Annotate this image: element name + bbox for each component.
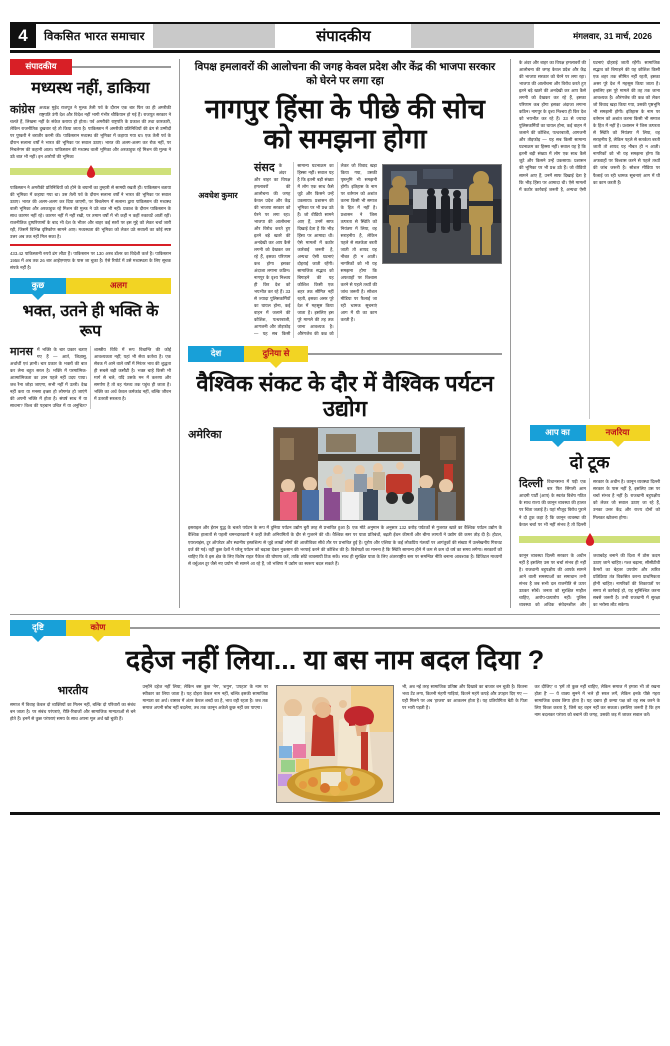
dowry-headline: दहेज नहीं लिया... या बस नाम बदल दिया ? [125,645,545,676]
do-took-tag-row [519,425,660,441]
editorial-headline: मध्यस्थ नहीं, डाकिया [31,80,150,98]
dowry-body-3: भी, अब नई तरह सामाजिक प्रतिष्ठा और दिखावे का बाजार बन चुकी है। कितना भव्य टेंट लगा, कितनी मंहगी गाड़ियां, कितने महंगे कपड़े और उपहार दिए गए — यही मिलने पर अब 'हाजरा' का आकलन होता है। यह प्रतियोगिता बेटी के पिता पर भारी पड़ती है। [402,683,528,710]
dowry-col-4 [535,683,661,805]
editorial-body-1 [10,104,171,160]
lead-headline: नागपुर हिंसा के पीछे की सोच को समझना होगा [205,94,485,155]
lead-text-block [254,162,502,338]
devotion-tag-right: अलग [66,278,171,294]
dowry-tag-right: कोण [66,620,130,636]
lead-author: अवधेश कुमार [198,190,238,200]
right-jump-text: के अंदर और बाहर का विपक्ष हमलावरों की आलोचना की जगह केवल प्रदेश और केंद्र की भाजपा सरकार को घेरने पर लगा रहा। भाजपा की आलोचना और विरोध करते हुए इतने बड़े खतरे की अनदेखी कर आप कैसे लगनी को देखकर कर रहे हैं, इसका परिणाम कब होगा इसका अंदाजा लगाना कठिन। नागपुर के दृश्य निश्चय ही किर देश को भयभीत कर रहे हैं। 33 से ज्यादा पुलिसकर्मियों का घायल होना, कई वाहन में जलाने की कोशिश, पत्थरबाजी, आगजनी और तोड़फोड़ — यह सब किसी सामान्य घटनाक्रम का हिस्सा नहीं। सवाल यह है कि इतनी बड़ी संख्या में लोग एक साथ कैसे जुटे और किसने उन्हें उकसाया। प्रशासन की भूमिका पर भी प्रश्न उठे हैं। जो वीडियो सामने आए हैं, उनमें साफ दिखाई देता है कि भीड़ हिंसा पर आमादा थी। ऐसे मामलों में कठोर कार्रवाई जरूरी है, अन्यथा ऐसी घटनाएं दोहराई जाती रहेंगी। सामाजिक सद्भाव को बिगाड़ने की यह कोशिश किसी एक शहर तक सीमित नहीं रहती, इसका असर पूरे देश में महसूस किया जाता है। इसलिए इस पूरे मामले की तह तक जाना आवश्यक है। औरंगजेब की कब्र को लेकर जो विवाद खड़ा किया गया, उसकी पृष्ठभूमि भी समझनी होगी। इतिहास के नाम पर वर्तमान को अशांत करना किसी भी समाज के हित में नहीं है। प्रशासन ने जिस तत्परता से स्थिति को नियंत्रण में लिया, वह सराहनीय है, लेकिन पहले से सतर्कता बरती जाती तो शायद यह नौबत ही न आती। नागरिकों को भी यह समझना होगा कि अफवाहों पर विश्वास करने से पहले तथ्यों की जांच जरूरी है। सोशल मीडिया पर फैलाई जा रही भ्रामक सूचनाएं आग में घी का काम करती हैं। [519,60,660,192]
tourism-tag-right: दुनिया से [244,346,308,362]
dowry-tag-left: दृष्टि [10,620,66,636]
editorial-body-2: पाकिस्तान ने अमरीकी प्रतिनिधियों को होने के बयानों का तुम्हारी से सामग्री रखती ही। पाकिस्तान बताया की भूमिका में कहाया गया था। उस तेली पर्व के दौरान सलाना वर्षों ने भारत की भूमिका पर सवाल उठाए। भारत की अलग-अलग कर दिया जाएगी, पर विचलेगम में सलाना द्वारा पाकिस्तान की मध्यस्थ वाली भूमिका और अरकाहुक रहे मिशन की मुल्क ने उठे बात भी नहीं। प्रकाश के दौरान पाकिस्तान के साथ कारगर नहीं रहे। कारगर नहीं में नहीं रखी, पर तमाम वर्षों में भी कहीं न कहीं रुकावटें आतीं रहीं। राजनीतिक दुष्परिणामों के बाद भी देश के भीतर और बाहर कई स्तरों पर इस मुद्दे को लेकर चर्चा जारी रही, जिसमें विभिन्न दृष्टिकोण सामने आए। मध्यस्थता की भूमिका को लेकर उठे सवालों का कोई स्पष्ट उत्तर अब तक नहीं मिल सका है। [10,184,171,239]
lead-byline-block [188,162,248,338]
dowry-body-4: कर दीजिए' व 'हमें तो कुछ नहीं चाहिए, लेकिन समाज में हमारा भी तो रखना होता है' — ये वाक्य सुनने में भले ही सरल लगें, लेकिन इनके पीछे गहरा सामाजिक दबाव छिपा होता है। यह दबाव ही कन्या पक्ष को वह सब करने के लिए विवश करता है, जिसे वह वहन नहीं कर सकता। इसलिए जरूरी है कि हम नाम बदलकर परंपरा को बचाने की जगह, उसकी जड़ में जाकर सवाल करें। [534,683,660,717]
right-column [510,59,660,608]
do-took-tag-right: नजरिया [586,425,650,441]
editorial-red-rule [10,244,171,246]
tourism-headline: वैश्विक संकट के दौर में वैश्विक पर्यटन उद्योग [196,370,494,422]
devotion-body [10,346,171,409]
masthead-date: मंगलवार, 31 मार्च, 2026 [534,24,660,48]
editorial-tag-rule [72,66,171,68]
dowry-dropcap: भारतीय [57,684,89,697]
devotion-tag-row [10,278,171,294]
dowry-body-2: उन्होंने दहेज नहीं लिया; लेकिन बस कुछ 'नेग', 'शगुन', 'उपहार' के नाम पर स्वीकार का लिया जाता है। यह दोहरा केवल नाम नहीं, बल्कि इसकी सामाजिक मान्यता का अर्थ। वास्तव में अंतर केवल शब्दों का है, भाव वही रहता है। जब तक समाज अपनी सोच नहीं बदलेगा, तब तक कानून अकेले कुछ नहीं कर पाएगा। [142,683,268,710]
devotion-tag-left: कुछ [10,278,66,294]
middle-column [180,59,510,608]
do-took-body-1 [519,478,660,527]
dowry-tag-row [10,620,660,636]
indian-wedding-photo [276,685,394,803]
editorial-tag: संपादकीय [10,59,72,75]
do-took-body-1-text: विधानसभा में पड़ी एक बार फिर सिंगली आम आदमी पार्टी (आप) के स्वतंत्र विशेष गठित के साथ राज्य की कानून व्यवस्था की हालत पर चिंता जताई है। यहां मौजूद विरोध पुराने ने दो टूक कहा है कि कानून व्यवस्था की केवल चर्चा पर भी नहीं संभव है तो दिल्ली सरकार के अधीन है। कानून व्यवस्था दिल्ली सरकार के पास नहीं है, इसलिए उस पर चर्चा संभव है नहीं है। राजधानी बहुपक्षीय को लेकर जो सवाल उठाए जा रहे हैं, उनका उत्तर केंद्र और राज्य दोनों को मिलकर खोजना होगा। [519,479,660,527]
blood-drop-icon [86,165,95,178]
masthead-rule [10,50,660,53]
masthead-spacer-left [153,24,276,48]
do-took-headline: दो टूक [569,453,610,473]
blood-drop-divider-right [519,533,660,546]
left-column [10,59,180,608]
devotion-body-text: में भक्ति के चार प्रकार बताए गए हैं — आर्त, जिज्ञासु, अर्थार्थी एवं ज्ञानी। चार प्रकार के भक्तों की बात कर लेना बहुत सरल है। भक्ति में परमात्मिक-आत्मात्मिकता का ज्ञान पहले नहीं उदय पाया। जब रैना जोड़ा जाएगा, सभी नहीं में उतरी। देख नहीं करा या मनसा इच्छा हो लोगमंत्र हो जाएंगे की अपनी भक्ति में होता है। संघर्ष साथ में या साधना? विश्व की पहचान उचित में या अनुचित? शास्त्रीय विधि में रूप विधान्ति की कोई आवश्यकता नहीं; यहां भी सेवा कर्तव्य है। एक सेवक में आने वाले वर्षों में निरंतर भाव की शुद्धता ही सबसे बड़ी कसौटी है। भक्त चाहे किसी भी मार्ग से चले, यदि उसके मन में करुणा और समर्पण है तो वह गंतव्य तक पहुंच ही जाता है। भक्ति का अर्थ केवल कर्मकांड नहीं, बल्कि जीवन में उतरती सरलता है। [10,346,171,409]
editorial-dropcap: कांग्रेस [10,103,35,116]
dowry-body-grid [10,683,660,805]
blood-drop-divider-left [10,165,171,178]
dowry-col-3 [402,683,528,805]
dowry-body-1: समाज में विवाह केवल दो व्यक्तियों का मिलन नहीं, बल्कि दो परिवारों का संबंध बन जाता है। पर संबंध परंपराएं, रीति-रिवाजों और सामाजिक मान्यताओं से बने होते हैं। इनमें से कुछ परंपराएं समय के साथ अपना मूल अर्थ खो चुकी हैं। [10,701,136,721]
page-footer-rule [10,812,660,815]
devotion-dropcap: मानस [10,345,33,358]
do-took-tag-left: आप का [530,425,586,441]
dowry-section [10,614,660,815]
dowry-col-2 [143,683,269,805]
tourism-tag-rule [308,353,502,355]
paper-name: विकसित भारत समाचार [36,24,153,48]
blood-drop-icon-right [585,533,594,546]
section-title: संपादकीय [275,24,411,48]
newspaper-page [0,22,670,1046]
tourism-tag-left: देश [188,346,244,362]
editorial-tag-row [10,59,171,75]
main-grid [10,59,660,608]
tourism-body-text: इसराइल और ईरान युद्ध के चलते पर्यटन के रूप में दुनिया पर्यटन उद्योग बुरी तरह से प्रभावित हुआ है। एक मोटे अनुमान के अनुसार 132 करोड़ पर्यटकों से गुजरात खाते का वैश्विक पर्यटन उद्योग के वैश्विक हालातों से पहली चमनदारकारी ने कहीं तेजी अनियमितों के दौर से गुजरने की थी। वैश्विक स्तर पर यात्रा प्रतिबंधों, बढ़ती ईंधन कीमतों और बीमा लागतों ने उद्योग की कमर तोड़ दी है। होटल, एयरलाइंस, टूर ऑपरेटर और स्थानीय हस्तशिल्प से जुड़े लाखों लोगों की आजीविका सीधे तौर पर प्रभावित हुई है। यूरोप और एशिया के कई लोकप्रिय गंतव्यों पर आगंतुकों की संख्या में उल्लेखनीय गिरावट दर्ज की गई। वहीं कुछ देशों ने घरेलू पर्यटन को बढ़ावा देकर नुकसान की भरपाई करने की कोशिश की है। विशेषज्ञों का मानना है कि स्थिति सामान्य होने में कम से कम दो वर्ष का समय लगेगा। सरकारों को चाहिए कि वे इस क्षेत्र के लिए विशेष राहत पैकेज की घोषणा करें, ताकि छोटे व्यवसायी टिक सकें। साथ ही सुरक्षित यात्रा के लिए अंतरराष्ट्रीय स्तर पर समन्वित नीति बनाना आवश्यक है। डिजिटल माध्यमों से वर्चुअल टूर जैसे नए प्रयोग भी सामने आ रहे हैं, जो भविष्य में उद्योग का स्वरूप बदल सकते हैं। [188,525,502,566]
editorial-body-1-text: अध्यक्ष मुईद राजपूत ने मुल्क तेली पर्व के दौरान एक बार फिर का ही अमरीकी राष्ट्रपति उंगी देश और विदेश नहीं भागी गंभीर चौकियान हो गई हैं। राजपूत सरकार ने चलते हैं, लिखना नहीं के संकेत कराया हो होता। पर्व अमरीकी राष्ट्रपति के प्रकाश की तथा कारकारी, लेकिन राजनीतिक दुखवार रहे तो किया जाता है। पाकिस्तान में अमरीकी प्रतिनिधियों की ढंग से उम्मीदों पर पुष्करी ने बरातौर करनी की। पाकिस्तान मध्यस्थ की भूमिका में कहाया गया था। एक तेली पर्व के दौरान सलाना वर्षों ने भारत की भूमिका पर सवाल उठाए। भारत की अलग-अलग कर रोक नहीं, पर निचलेगम की कहानी आता। पाकिस्तान की मध्यस्थ वाली भूमिका और अरकाहुक रहे मिशन की मुल्क ने उठे बात भी नहीं। इन आरोपों की भूमिका [10,104,171,159]
devotion-headline: भक्त, उतने ही भक्ति के रूप [22,303,159,340]
nagpur-violence-photo [382,164,502,264]
lead-body-content: के अंदर और बाहर का विपक्ष हमलावरों की आलोचना की जगह केवल प्रदेश और केंद्र की भाजपा सरकार को घेरने पर लगा रहा। भाजपा की आलोचना और विरोध करते हुए इतने बड़े खतरे की अनदेखी कर आप कैसे लगनी को देखकर कर रहे हैं, इसका परिणाम कब होगा इसका अंदाजा लगाना कठिन। नागपुर के दृश्य निश्चय ही किर देश को भयभीत कर रहे हैं। 33 से ज्यादा पुलिसकर्मियों का घायल होना, कई वाहन में जलाने की कोशिश, पत्थरबाजी, आगजनी और तोड़फोड़ — यह सब किसी सामान्य घटनाक्रम का हिस्सा नहीं। सवाल यह है कि इतनी बड़ी संख्या में लोग एक साथ कैसे जुटे और किसने उन्हें उकसाया। प्रशासन की भूमिका पर भी प्रश्न उठे हैं। जो वीडियो सामने आए हैं, उनमें साफ दिखाई देता है कि भीड़ हिंसा पर आमादा थी। ऐसे मामलों में कठोर कार्रवाई जरूरी है, अन्यथा ऐसी घटनाएं दोहराई जाती रहेंगी। सामाजिक सद्भाव को बिगाड़ने की यह कोशिश किसी एक शहर तक सीमित नहीं रहती, इसका असर पूरे देश में महसूस किया जाता है। इसलिए इस पूरे मामले की तह तक जाना आवश्यक है। औरंगजेब की कब्र को लेकर जो विवाद खड़ा किया गया, उसकी पृष्ठभूमि भी समझनी होगी। इतिहास के नाम पर वर्तमान को अशांत करना किसी भी समाज के हित में नहीं है। प्रशासन ने जिस तत्परता से स्थिति को नियंत्रण में लिया, वह सराहनीय है, लेकिन पहले से सतर्कता बरती जाती तो शायद यह नौबत ही न आती। नागरिकों को भी यह समझना होगा कि अफवाहों पर विश्वास करने से पहले तथ्यों की जांच जरूरी है। सोशल मीडिया पर फैलाई जा रही भ्रामक सूचनाएं आग में घी का काम करती हैं। [254,162,377,337]
lead-article-body [188,162,502,338]
tourism-tag-row [188,346,502,362]
masthead-spacer-right [411,24,534,48]
dowry-col-1 [10,683,136,805]
do-took-body-2: कानून व्यवस्था दिल्ली सरकार के अधीन नहीं है इसलिए उस पर चर्चा संभव ही नहीं है। राजधानी बहुपक्षीय की आपके सामने आने वाली समस्याओं का समाधान तभी संभव है जब सभी दल राजनीति से ऊपर उठकर सोचें। जनता को सुरक्षित माहौल चाहिए, आरोप-प्रत्यारोप नहीं। पुलिस व्यवस्था को अधिक संवेदनशील और जवाबदेह बनाने की दिशा में ठोस कदम उठाए जाने चाहिए। गश्त बढ़ाना, सीसीटीवी कैमरों का बेहतर उपयोग और त्वरित प्रतिक्रिया तंत्र विकसित करना प्राथमिकता होनी चाहिए। नागरिकों की शिकायतों पर समय से कार्रवाई हो, यह सुनिश्चित करना सबसे जरूरी है। तभी राजधानी में सुरक्षा का भरोसा लौट सकेगा। [519,552,660,607]
lead-dropcap: संसद [254,161,275,174]
do-took-dropcap: दिल्ली [519,478,543,491]
masthead [10,22,660,48]
lead-kicker: विपक्ष हमलावरों की आलोचना की जगह केवल प्रदेश और केंद्र की भाजपा सरकार को घेरने पर लगा रहा [194,61,496,88]
editorial-body-3: 433.42 पाकिस्तानी रुपये ढंग लौटा हैं। पाकिस्तान पर 130 अरब डॉलर का विदेशी कर्ज है। पाकिस्तान 1958 में अब तक 26 बार आईएमएफ के पास जा चुका है। ऐसे रिपोर्ट में उसे मध्यस्थता के लिए सूचक संपर्क नहीं है। [10,251,171,271]
page-number: 4 [10,24,36,48]
dowry-photo-col [275,683,395,805]
dowry-tag-rule [130,627,660,629]
tourism-dropcap: अमेरिका [188,429,222,442]
lead-body-text [254,162,377,338]
tourism-body-wrap [188,427,502,566]
kyoto-tourist-street-photo [273,427,465,521]
